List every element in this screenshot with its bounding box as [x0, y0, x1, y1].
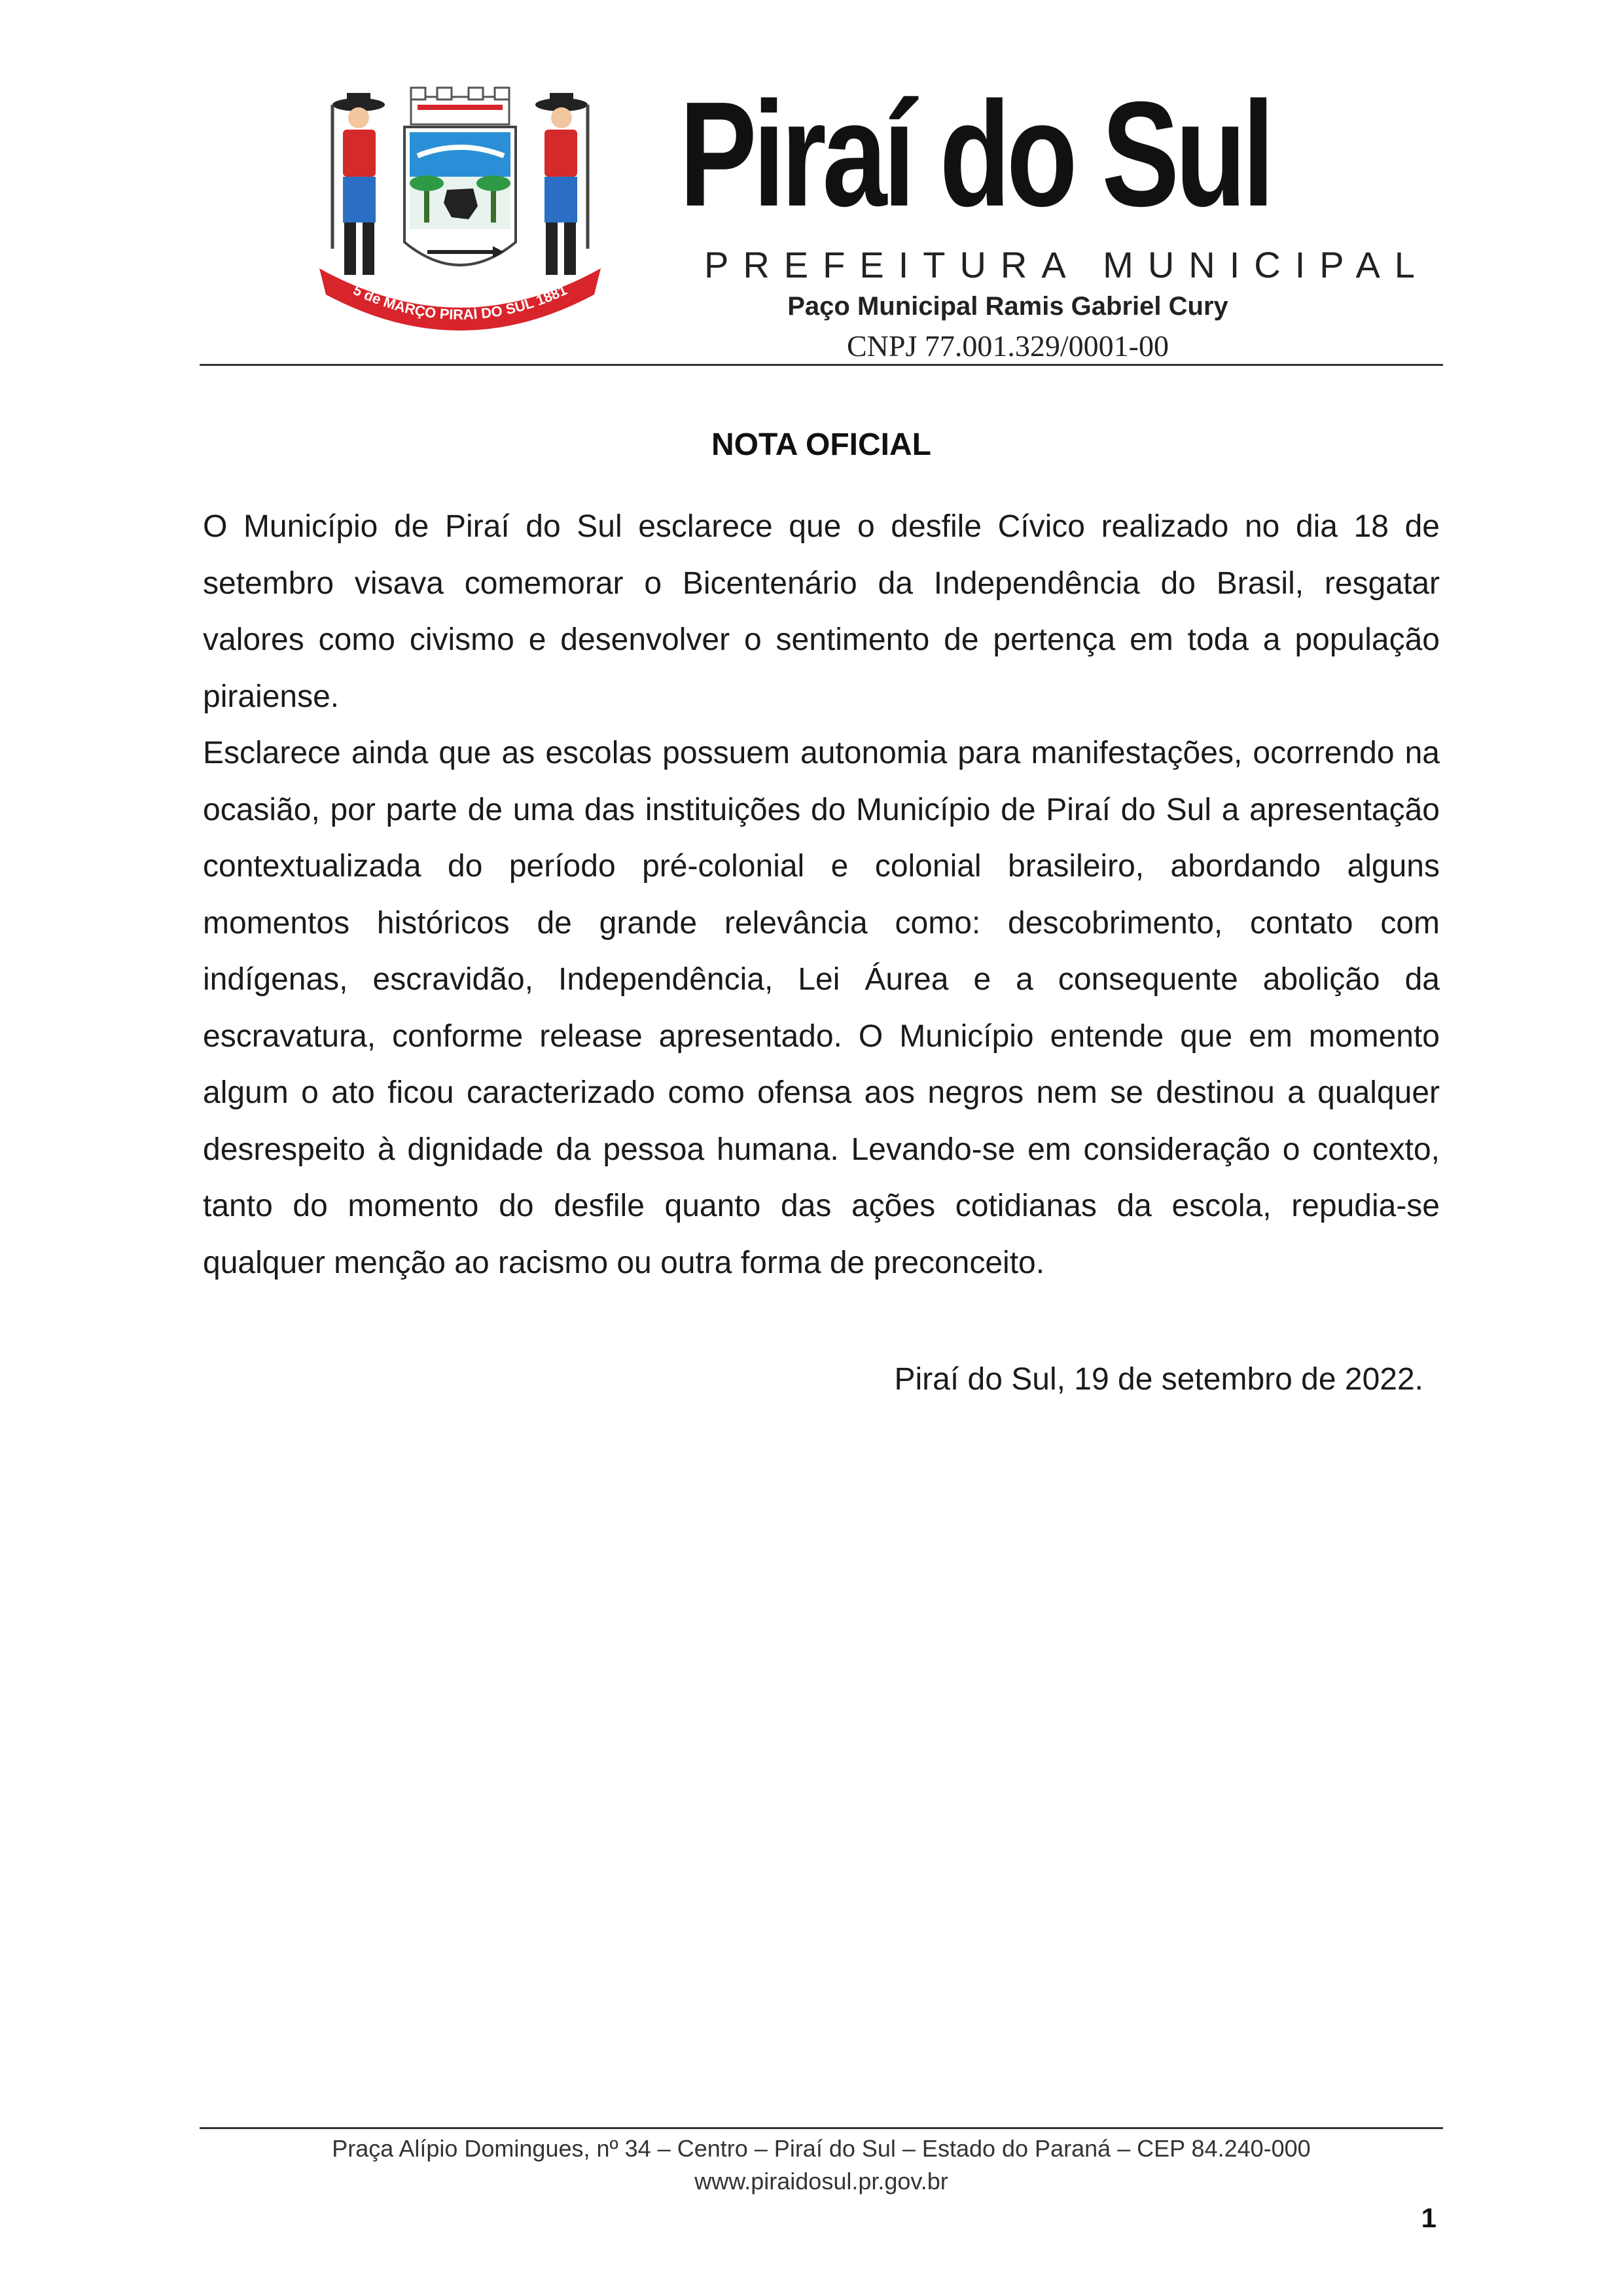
footer-website: www.piraidosul.pr.gov.br: [694, 2168, 948, 2195]
palace-name: Paço Municipal Ramis Gabriel Cury: [787, 292, 1228, 321]
document-body: [203, 499, 1440, 1291]
header-divider: [200, 364, 1443, 366]
municipality-title: Piraí do Sul: [679, 71, 1271, 238]
ribbon-text: 5 de MARÇO PIRAÍ DO SUL 1881: [350, 281, 570, 323]
document-title: NOTA OFICIAL: [711, 427, 931, 462]
paragraph: O Município de Piraí do Sul esclarece que o desfile Cívico realizado no dia 18 de setembro visava comemorar o Bicentenário da Independência do Brasil, resgatar valores como civismo e desenvolver o sentimento de pertença em toda a população piraiense.: [203, 509, 1440, 714]
footer-divider: [200, 2127, 1443, 2129]
page-number: 1: [1421, 2202, 1436, 2233]
cnpj-number: CNPJ 77.001.329/0001-00: [847, 329, 1169, 363]
paragraph: Esclarece ainda que as escolas possuem autonomia para manifestações, ocorrendo na ocasião, por parte de uma das instituições do Município de Piraí do Sul a apresentação contextualizada do período pré-colonial e colonial brasileiro, abordando alguns momentos históricos de grande relevância como: descobrimento, contato com indígenas, escravidão, Independência, Lei Áurea e a consequente abolição da escravatura, conforme release apresentado. O Município entende que em momento algum o ato ficou caracterizado como ofensa aos negros nem se destinou a qualquer desrespeito à dignidade da pessoa humana. Levando-se em consideração o contexto, tanto do momento do desfile quanto das ações cotidianas da escola, repudia-se qualquer menção ao racismo ou outra forma de preconceito.: [203, 736, 1440, 1280]
date-line: Piraí do Sul, 19 de setembro de 2022.: [894, 1362, 1423, 1397]
footer-address: Praça Alípio Domingues, nº 34 – Centro – Piraí do Sul – Estado do Paraná – CEP 84.240-000: [332, 2135, 1311, 2162]
coat-of-arms-icon: [313, 79, 607, 334]
municipality-subtitle: PREFEITURA MUNICIPAL: [704, 244, 1429, 285]
